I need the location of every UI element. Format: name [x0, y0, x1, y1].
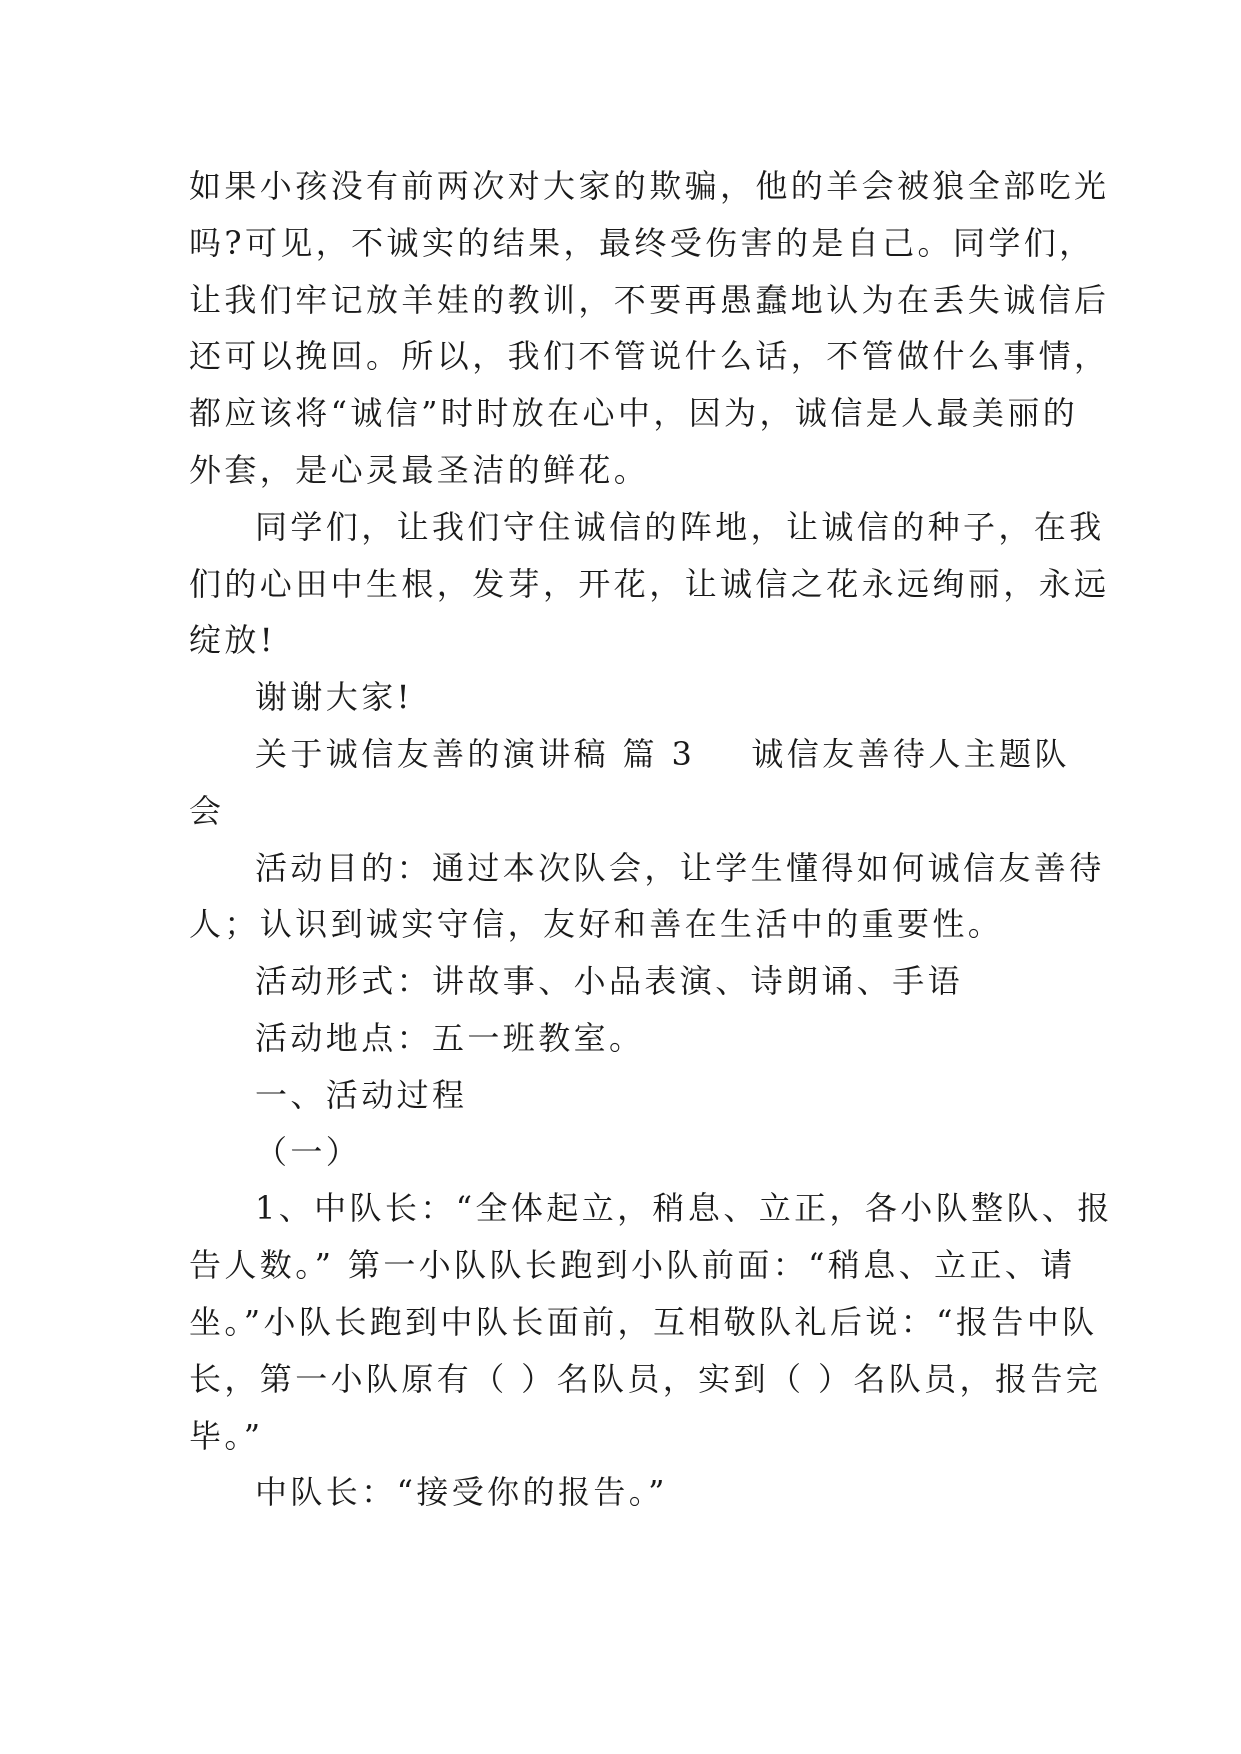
heading-line	[189, 726, 1070, 783]
section-heading	[189, 726, 1070, 840]
text-line: 中队长：“接受你的报告。”	[255, 1473, 668, 1512]
paragraph-accept-report	[189, 1464, 1059, 1521]
text-line: 活动地点：五一班教室。	[255, 1018, 645, 1057]
text-line: 活动目的：通过本次队会，让学生懂得如何诚信友善待	[255, 848, 1105, 887]
text-line: 人；认识到诚实守信，友好和善在生活中的重要性。	[189, 905, 1004, 944]
text-line: 还可以挽回。所以，我们不管说什么话，不管做什么事情，	[189, 337, 1110, 376]
paragraph-squad-report	[189, 1180, 1113, 1464]
text-line: 谢谢大家!	[255, 678, 413, 717]
paragraph-thanks	[189, 669, 1059, 726]
text-line: 1、中队长：“全体起立，稍息、立正，各小队整队、报	[255, 1189, 1113, 1228]
heading-left: 关于诚信友善的演讲稿 篇 3	[255, 734, 696, 773]
paragraph-lamb-story	[189, 158, 1110, 499]
text-line: 让我们牢记放羊娃的教训，不要再愚蠢地认为在丢失诚信后	[189, 280, 1110, 319]
text-line: （一）	[255, 1132, 362, 1171]
text-line: 们的心田中生根，发芽，开花，让诚信之花永远绚丽，永远	[189, 564, 1110, 603]
paragraph-subsection-one	[189, 1124, 1059, 1181]
text-line: 一、活动过程	[255, 1075, 468, 1114]
text-line: 都应该将“诚信”时时放在心中，因为，诚信是人最美丽的	[189, 394, 1079, 433]
heading-tail: 会	[189, 791, 225, 830]
text-line: 如果小孩没有前两次对大家的欺骗，他的羊会被狼全部吃光	[189, 167, 1110, 205]
paragraph-activity-goal	[189, 840, 1105, 954]
text-line: 长，第一小队原有（ ）名队员，实到（ ）名队员，报告完	[189, 1359, 1102, 1398]
text-line: 外套，是心灵最圣洁的鲜花。	[189, 450, 650, 489]
paragraph-activity-location	[189, 1010, 1059, 1067]
paragraph-activity-form	[189, 953, 1059, 1010]
text-line: 吗?可见，不诚实的结果，最终受伤害的是自己。同学们，	[189, 223, 1095, 262]
text-line: 同学们，让我们守住诚信的阵地，让诚信的种子，在我	[255, 507, 1105, 546]
text-line: 坐。”小队长跑到中队长面前，互相敬队礼后说：“报告中队	[189, 1302, 1098, 1341]
paragraph-process-heading	[189, 1067, 1059, 1124]
text-line: 告人数。” 第一小队队长跑到小队前面：“稍息、立正、请	[189, 1246, 1076, 1285]
text-line: 活动形式：讲故事、小品表演、诗朗诵、手语	[255, 962, 964, 1001]
text-line: 绽放!	[189, 621, 277, 660]
paragraph-honesty-seed	[189, 499, 1110, 669]
text-line: 毕。”	[189, 1416, 264, 1455]
document-page	[189, 158, 1113, 1521]
heading-right: 诚信友善待人主题队	[751, 734, 1070, 773]
